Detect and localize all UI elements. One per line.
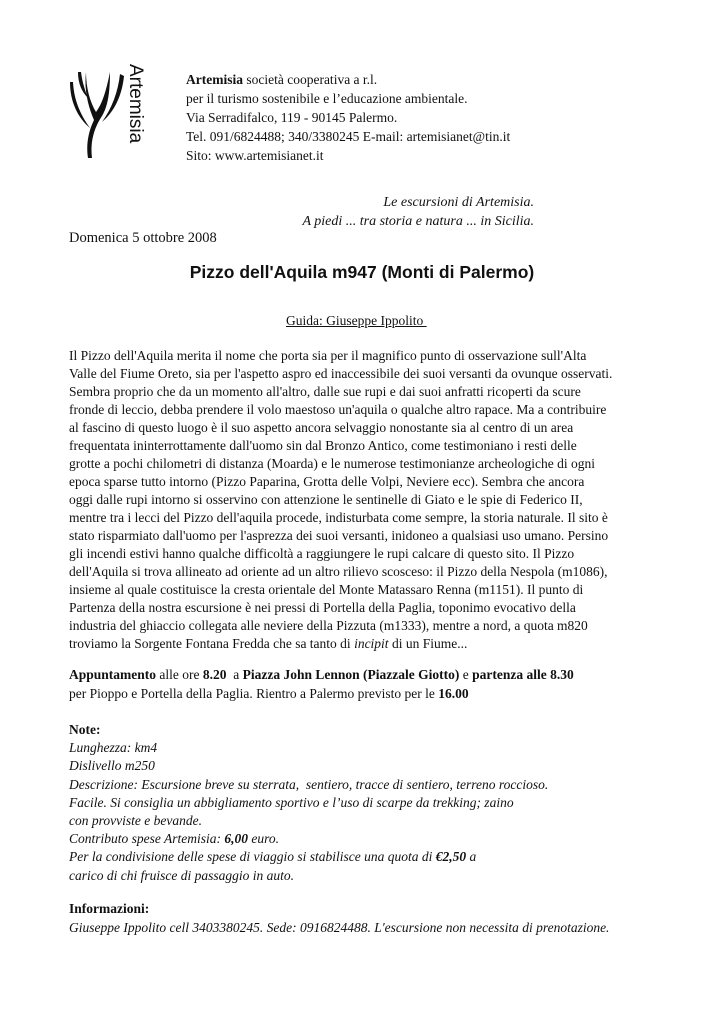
return-time: 16.00 (438, 686, 469, 701)
org-website: Sito: www.artemisianet.it (186, 148, 324, 163)
notes-description-2 (69, 794, 548, 812)
travel-text-end: a (466, 849, 477, 865)
notes-length-text: Lunghezza: km4 (69, 740, 158, 756)
body-last-start: troviamo la Sorgente Fontana Fredda che sa tanto di (69, 636, 355, 651)
body-line: Partenza della nostra escursione è nei pressi di Portella della Paglia, toponimo evocativo della (69, 600, 576, 615)
notes-heading (69, 721, 548, 739)
org-address: Via Serradifalco, 119 - 90145 Palermo. (186, 110, 398, 125)
appointment-text: alle ore (156, 667, 203, 682)
notes-description-text: Facile. Si consiglia un abbigliamento sportivo e l’uso di scarpe da trekking; zaino (69, 794, 514, 810)
body-line: oggi dalle rupi intorno si osservino con attenzione le sentinelle di Giato e le spie di Federico II, (69, 492, 583, 507)
notes-description-text: con provviste e bevande. (69, 813, 202, 829)
info-section (69, 900, 609, 937)
info-text (69, 919, 609, 938)
body-line: Valle del Fiume Oreto, sia per l'aspetto aspro ed inaccessibile dei suoi versanti da ovunque osservati. (69, 366, 613, 381)
contribution-value: 6,00 (224, 831, 249, 847)
body-line: gli incendi estivi hanno qualche difficoltà a raggiungere le rupi calcare di questo sito. Il Pizzo (69, 546, 575, 561)
organization-header (186, 70, 510, 165)
notes-description-1 (69, 776, 548, 794)
logo-tree-trunk (85, 72, 110, 158)
notes-elevation (69, 757, 548, 775)
notes-travel-1 (69, 848, 548, 866)
info-contacts: Giuseppe Ippolito cell 3403380245. Sede: 0916824488. L'escursione non necessita di prenotazione. (69, 919, 610, 935)
info-heading-text: Informazioni: (69, 901, 150, 916)
body-line: Il Pizzo dell'Aquila merita il nome che porta sia per il magnifico punto di osservazione sull'Alta (69, 348, 587, 363)
tagline-line-1: Le escursioni di Artemisia. (383, 195, 534, 210)
artemisia-logo (64, 62, 148, 162)
travel-value: €2,50 (435, 849, 467, 865)
body-line: stato risparmiato dall'uomo per l'asprezza dei suoi versanti, inidoneo a qualsiasi uso umano. Persino (69, 528, 609, 543)
departure-time: partenza alle 8.30 (472, 667, 574, 682)
appointment-text: a (226, 667, 243, 682)
tagline (302, 193, 534, 231)
appointment-line-1 (69, 665, 574, 684)
body-line: al fascino di questo luogo è il suo aspetto ancora selvaggio nonostante sia al centro di un area (69, 420, 574, 435)
body-line: frequentata ininterrottamente dall'uomo sin dal Bronzo Antico, come testimoniano i resti delle (69, 438, 577, 453)
org-name: Artemisia (186, 72, 243, 87)
notes-section (69, 721, 548, 885)
appointment-time: 8.20 (202, 667, 227, 682)
org-line-2: per il turismo sostenibile e l’educazione ambientale. (186, 91, 468, 106)
org-type: società cooperativa a r.l. (242, 72, 378, 87)
notes-description-3 (69, 812, 548, 830)
appointment-place: Piazza John Lennon (Piazzale Giotto) (242, 667, 460, 682)
body-incipit: incipit (354, 636, 389, 651)
travel-text: carico di chi fruisce di passaggio in auto. (69, 867, 294, 883)
notes-description-text: Descrizione: Escursione breve su sterrata, sentiero, tracce di sentiero, terreno roccioso. (69, 776, 549, 792)
org-line-1 (186, 70, 510, 89)
travel-text: Per la condivisione delle spese di viaggio si stabilisce una quota di (69, 849, 436, 865)
body-line: dell'Aquila si trova allineato ad oriente ad un altro rilievo scosceso: il Pizzo della Nespola (m1086), (69, 564, 608, 579)
appointment-line-2 (69, 684, 574, 703)
body-line: insieme al quale costituisce la cresta orientale del Monte Matassaro Renna (m1151). Il punto di (69, 582, 584, 597)
notes-elevation-text: Dislivello m250 (69, 758, 155, 774)
appointment-section (69, 665, 574, 703)
body-line: grotte a pochi chilometri di distanza (Moarda) e le numerose testimonianze archeologiche di ogni (69, 456, 595, 471)
body-last-end: di un Fiume... (388, 636, 468, 651)
appointment-label: Appuntamento (69, 667, 157, 682)
body-line: epoca sparse tutto intorno (Pizzo Paparina, Grotta delle Volpi, Neviere ecc). Sembra che ancora (69, 474, 585, 489)
contribution-label: Contributo spese Artemisia: (69, 831, 225, 847)
body-line: fronde di leccio, debba prendere il volo maestoso un'aquila o qualche altro rapace. Ma a contribuire (69, 402, 607, 417)
body-line: mentre tra i lecci del Pizzo dell'aquila procede, indisturbata come sempre, la storia naturale. Il sito è (69, 510, 608, 525)
contribution-unit: euro. (248, 831, 280, 847)
tagline-line-2: A piedi ... tra storia e natura ... in Sicilia. (302, 214, 534, 229)
page-title: Pizzo dell'Aquila m947 (Monti di Palermo) (189, 262, 535, 282)
notes-travel-2 (69, 867, 548, 885)
notes-length (69, 739, 548, 757)
info-heading (69, 900, 609, 919)
appointment-route: per Pioppo e Portella della Paglia. Rientro a Palermo previsto per le (69, 686, 439, 701)
appointment-text: e (459, 667, 473, 682)
body-line-last (69, 635, 669, 653)
notes-heading-text: Note: (69, 722, 101, 737)
body-line: industria del ghiaccio collegata alle neviere della Pizzuta (m1333), mentre a nord, a quota m820 (69, 618, 588, 633)
description-paragraph (69, 347, 669, 653)
logo-text: Artemisia (125, 64, 146, 144)
body-line: Sembra proprio che da un momento all'altro, dalle sue rupi e dai suoi anfratti ricoperti da scure (69, 384, 581, 399)
guide-name: Guida: Giuseppe Ippolito (286, 313, 427, 328)
event-date: Domenica 5 ottobre 2008 (69, 230, 217, 246)
notes-contribution (69, 830, 548, 848)
org-contacts: Tel. 091/6824488; 340/3380245 E-mail: artemisianet@tin.it (186, 129, 511, 144)
